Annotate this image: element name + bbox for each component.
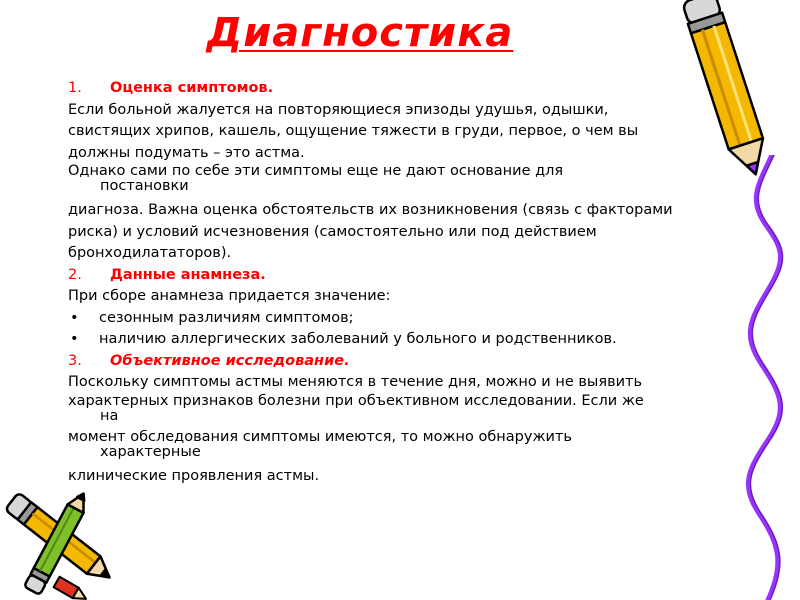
section-1-text-part: Однако сами по себе эти симптомы еще не дают основание для [68, 163, 564, 179]
section-3-text-line: Поскольку симптомы астмы меняются в течение дня, можно и не выявить [68, 374, 643, 390]
bullet-dot-icon: • [70, 309, 79, 326]
crossed-pencils-icon [0, 480, 120, 600]
bullet-text: сезонным различиям симптомов; [99, 309, 354, 326]
section-3-text-continuation: характерные [100, 443, 201, 460]
bullet-item [68, 329, 733, 351]
bullet-dot-icon: • [70, 331, 79, 347]
bullet-item [68, 308, 733, 330]
section-1-heading [68, 78, 733, 100]
wavy-ribbon-icon [728, 155, 800, 600]
section-2-title: Данные анамнеза. [110, 266, 266, 283]
section-1-text-line [68, 164, 733, 194]
section-1-text-line: свистящих хрипов, кашель, ощущение тяжести в груди, первое, о чем вы [68, 123, 639, 139]
section-3-text-part: характерных признаков болезни при объективном исследовании. Если же [68, 392, 644, 409]
section-1-title: Оценка симптомов. [110, 80, 274, 96]
section-3-title: Объективное исследование. [110, 352, 350, 369]
section-1-number: 1. [68, 80, 82, 96]
section-1-text-line: Если больной жалуется на повторяющиеся эпизоды удушья, одышки, [68, 101, 609, 118]
section-1-text-line: диагноза. Важна оценка обстоятельств их возникновения (связь с факторами [68, 202, 673, 218]
section-1-text-line: риска) и условий исчезновения (самостоятельно или под действием [68, 223, 597, 240]
section-3-heading [68, 351, 733, 373]
section-3-text-part: момент обследования симптомы имеются, то можно обнаружить [68, 428, 572, 445]
section-1-text-continuation: постановки [100, 178, 189, 194]
bullet-text: наличию аллергических заболеваний у больного и родственников. [99, 331, 617, 347]
section-3-text-line [68, 430, 733, 460]
section-2-heading [68, 265, 733, 287]
section-2-number: 2. [68, 266, 82, 283]
section-1-text-line: должны подумать – это астма. [68, 144, 305, 161]
section-3-text-line [68, 394, 733, 424]
slide-content [68, 78, 733, 487]
slide-title: Диагностика [206, 10, 514, 56]
section-3-text-line: клинические проявления астмы. [68, 467, 320, 484]
section-1-text-line: бронходилататоров). [68, 245, 232, 261]
section-2-intro: При сборе анамнеза придается значение: [68, 288, 391, 304]
section-3-text-continuation: на [100, 407, 119, 424]
section-3-number: 3. [68, 352, 82, 369]
